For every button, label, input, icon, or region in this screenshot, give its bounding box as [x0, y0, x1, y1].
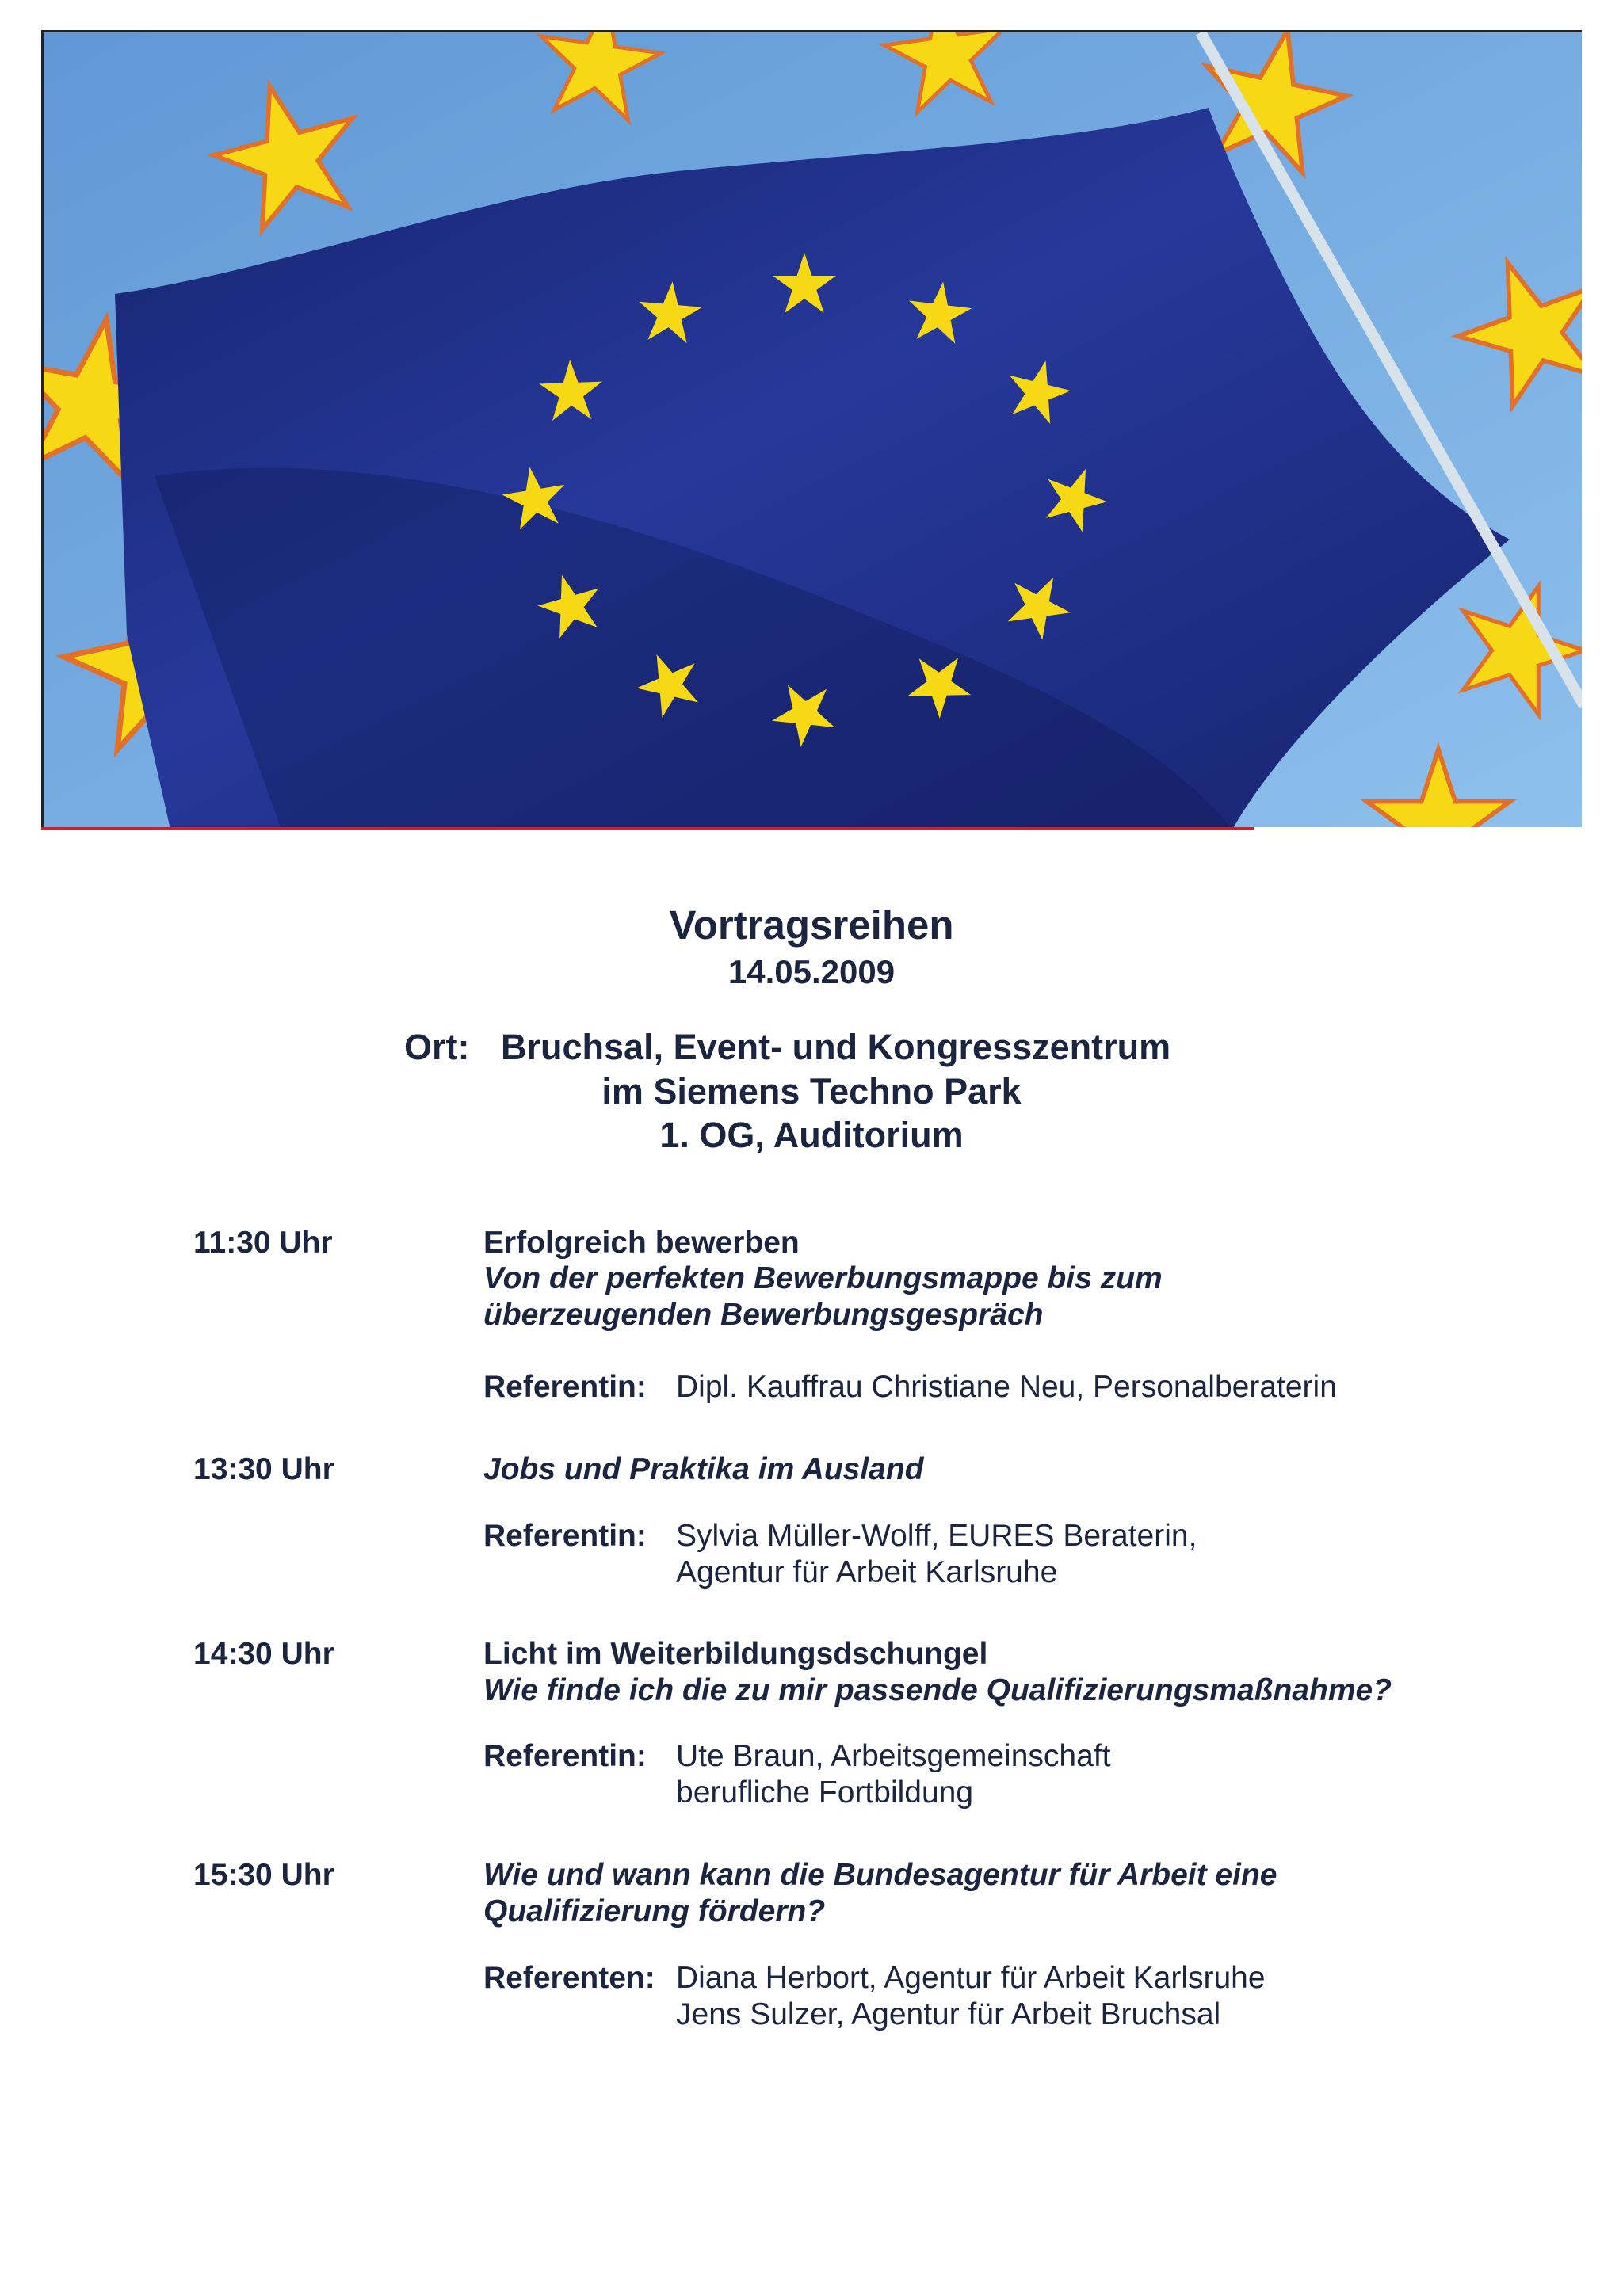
session-time: 14:30 Uhr: [193, 1637, 334, 1671]
session-title: Erfolgreich bewerben: [483, 1226, 800, 1260]
location-line: 1. OG, Auditorium: [659, 1115, 964, 1155]
speaker-label: Referentin:: [483, 1739, 647, 1773]
speaker-label: Referentin:: [483, 1519, 647, 1553]
session-time: 11:30 Uhr: [193, 1226, 333, 1260]
eu-flag-image: [41, 30, 1582, 827]
speaker-name: Dipl. Kauffrau Christiane Neu, Personalberaterin: [676, 1370, 1337, 1404]
speaker-label: Referentin:: [483, 1370, 647, 1404]
page-title: Vortragsreihen: [669, 902, 954, 948]
session-subtitle: Wie und wann kann die Bundesagentur für Arbeit eine: [483, 1858, 1277, 1892]
session-subtitle: überzeugenden Bewerbungsgespräch: [483, 1298, 1044, 1332]
accent-rule: [41, 827, 1254, 830]
session-subtitle: Jobs und Praktika im Ausland: [483, 1452, 924, 1486]
session-time: 13:30 Uhr: [193, 1452, 334, 1486]
eu-flag-illustration: [44, 32, 1582, 827]
session-subtitle: Von der perfekten Bewerbungsmappe bis zum: [483, 1261, 1163, 1295]
session-time: 15:30 Uhr: [193, 1858, 334, 1892]
location-label: Ort:: [404, 1027, 470, 1067]
speaker-label: Referenten:: [483, 1961, 655, 1995]
speaker-affiliation: Agentur für Arbeit Karlsruhe: [676, 1555, 1058, 1589]
session-subtitle: Wie finde ich die zu mir passende Qualifizierungsmaßnahme?: [483, 1673, 1392, 1707]
speaker-name: Ute Braun, Arbeitsgemeinschaft: [676, 1739, 1111, 1773]
event-date: 14.05.2009: [727, 953, 896, 990]
location-line: im Siemens Techno Park: [601, 1071, 1022, 1112]
location-line: Bruchsal, Event- und Kongresszentrum: [501, 1027, 1171, 1067]
speaker-name: Sylvia Müller-Wolff, EURES Beraterin,: [676, 1519, 1197, 1553]
speaker-name: Diana Herbort, Agentur für Arbeit Karlsruhe: [676, 1961, 1266, 1995]
session-subtitle: Qualifizierung fördern?: [483, 1894, 826, 1928]
speaker-name: Jens Sulzer, Agentur für Arbeit Bruchsal: [676, 1997, 1221, 2031]
speaker-affiliation: berufliche Fortbildung: [676, 1775, 974, 1810]
session-title: Licht im Weiterbildungsdschungel: [483, 1637, 988, 1671]
